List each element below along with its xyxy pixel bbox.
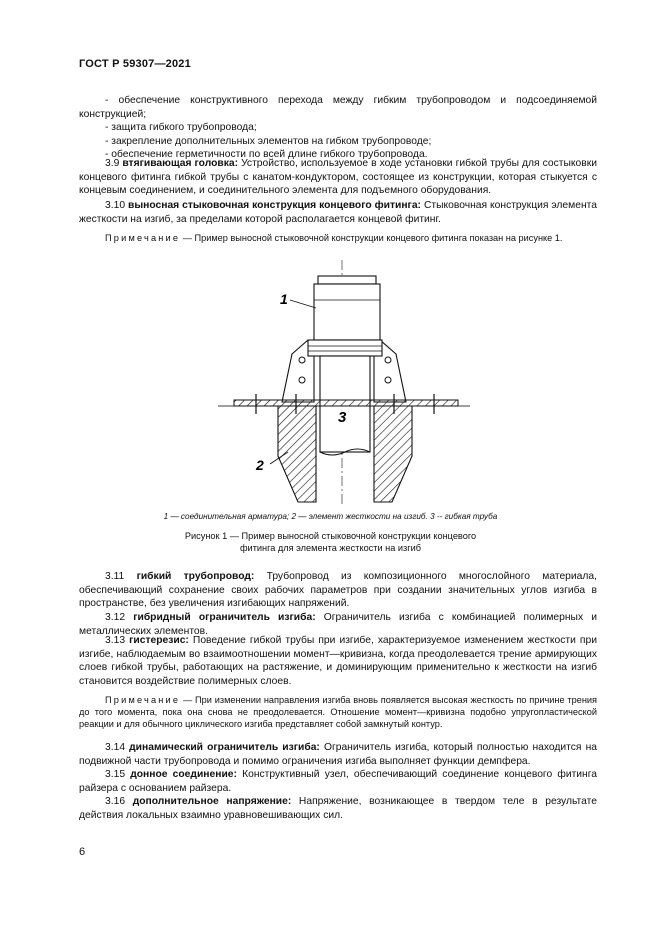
caption-line: фитинга для элемента жесткости на изгиб (240, 543, 421, 553)
bend-stiffener-left (278, 406, 316, 502)
term: донное соединение: (130, 769, 237, 780)
list-item: - обеспечение герметичности по всей длине гибкого трубопровода. (105, 149, 428, 161)
definition-text: Устройство, используемое в ходе установки гибкой трубы для состыковки концевого фитинга гибкой трубы с канатом-кондуктором, состоящее из конструкции, которая стыкуется с концевым соединением, и соединительного элемента для подъемного оборудования. (79, 158, 597, 197)
label-1: 1 (280, 291, 288, 307)
caption-line: Рисунок 1 — Пример выносной стыковочной конструкции концевого (184, 531, 477, 541)
label-2: 2 (256, 457, 264, 473)
term-number: 3.9 (105, 158, 120, 169)
collar-ring (308, 340, 382, 356)
definition-3-14 (79, 741, 597, 768)
note-text: — Пример выносной стыковочной конструкции концевого фитинга показан на рисунке 1. (180, 233, 563, 243)
definition-text: Напряжение, возникающее в твердом теле в результате действия локальных взаимно уравновешивающих сил. (79, 796, 597, 821)
definition-text: Стыковочная конструкция элемента жесткости на изгиб, за пределами которой располагается концевой фитинг. (79, 200, 597, 225)
document-header: ГОСТ Р 59307—2021 (79, 58, 191, 70)
note-label: Примечание (105, 233, 181, 243)
fitting-top-flange (318, 276, 376, 284)
term-number: 3.13 (105, 635, 126, 646)
definition-text: Ограничитель изгиба с комбинацией полимерных и металлических элементов. (79, 612, 597, 637)
term-number: 3.16 (105, 796, 126, 807)
term-number: 3.14 (105, 742, 126, 753)
definition-text: Ограничитель изгиба, который полностью находится на подвижной части трубопровода и помимо ограничения изгиба выполняет функции демпфера. (79, 742, 597, 767)
term-number: 3.10 (105, 200, 126, 211)
note-label: Примечание (105, 695, 181, 705)
definition-3-10 (79, 199, 597, 226)
term: гибридный ограничитель изгиба: (133, 612, 316, 623)
definition-3-11 (79, 570, 597, 611)
definition-text: Конструктивный узел, обеспечивающий соединение концевого фитинга райзера с основанием райзера. (79, 769, 597, 794)
list-item: - защита гибкого трубопровода; (105, 122, 257, 134)
term-number: 3.12 (105, 612, 126, 623)
definition-3-9 (79, 157, 597, 198)
connecting-fitting (314, 284, 380, 340)
term: гистерезис: (129, 635, 189, 646)
intro-list (79, 94, 597, 162)
label-3: 3 (338, 409, 347, 426)
term-number: 3.15 (105, 769, 126, 780)
definition-3-16 (79, 795, 597, 822)
term: динамический ограничитель изгиба: (129, 742, 320, 753)
end-fitting-drawing (210, 256, 470, 506)
bend-stiffener-right (374, 406, 412, 502)
term-number: 3.11 (105, 571, 125, 582)
list-item: - закрепление дополнительных элементов на гибком трубопроводе; (105, 135, 432, 147)
term: дополнительное напряжение: (132, 796, 292, 807)
page-number: 6 (79, 846, 86, 858)
term: втягивающая головка: (122, 158, 239, 169)
list-item: - обеспечение конструктивного перехода между гибким трубопроводом и подсоединяемой конструкцией; (79, 95, 597, 120)
base-plate (234, 400, 458, 406)
definition-3-15 (79, 768, 597, 795)
note-figure-reference (79, 232, 597, 244)
term: гибкий трубопровод: (136, 571, 255, 582)
figure-legend: 1 — соединительная арматура; 2 — элемент жесткости на изгиб. 3 -- гибкая труба (163, 512, 498, 521)
definition-3-13 (79, 634, 597, 688)
note-hysteresis (79, 694, 597, 731)
definition-text: Поведение гибкой трубы при изгибе, характеризуемое изменением жесткости при изгибе, наблюдаемым во взаимоотношении момент—кривизна, когда преодолевается трение армирующих слоев гибкой трубы, работающих на растяжение, и доминирующим применительно к жесткости на изгиб становится воздействие полимерных слоев. (79, 635, 597, 687)
term: выносная стыковочная конструкция концевого фитинга: (128, 200, 421, 211)
note-text: — При изменении направления изгиба вновь появляется высокая жесткость по причине трения до того момента, пока она снова не преодолевается. Отношение момент—кривизна подобно упругопластической реакции и для обычного циклического изгиба представляет собой замкнутый контур. (79, 695, 597, 730)
figure-caption (0, 530, 661, 554)
definition-text: Трубопровод из композиционного многослойного материала, обеспечивающий сохранение своих рабочих параметров при создании значительных углов изгиба в пространстве, без увеличения изгибающих напряжений. (79, 571, 597, 610)
figure-1 (210, 256, 470, 511)
